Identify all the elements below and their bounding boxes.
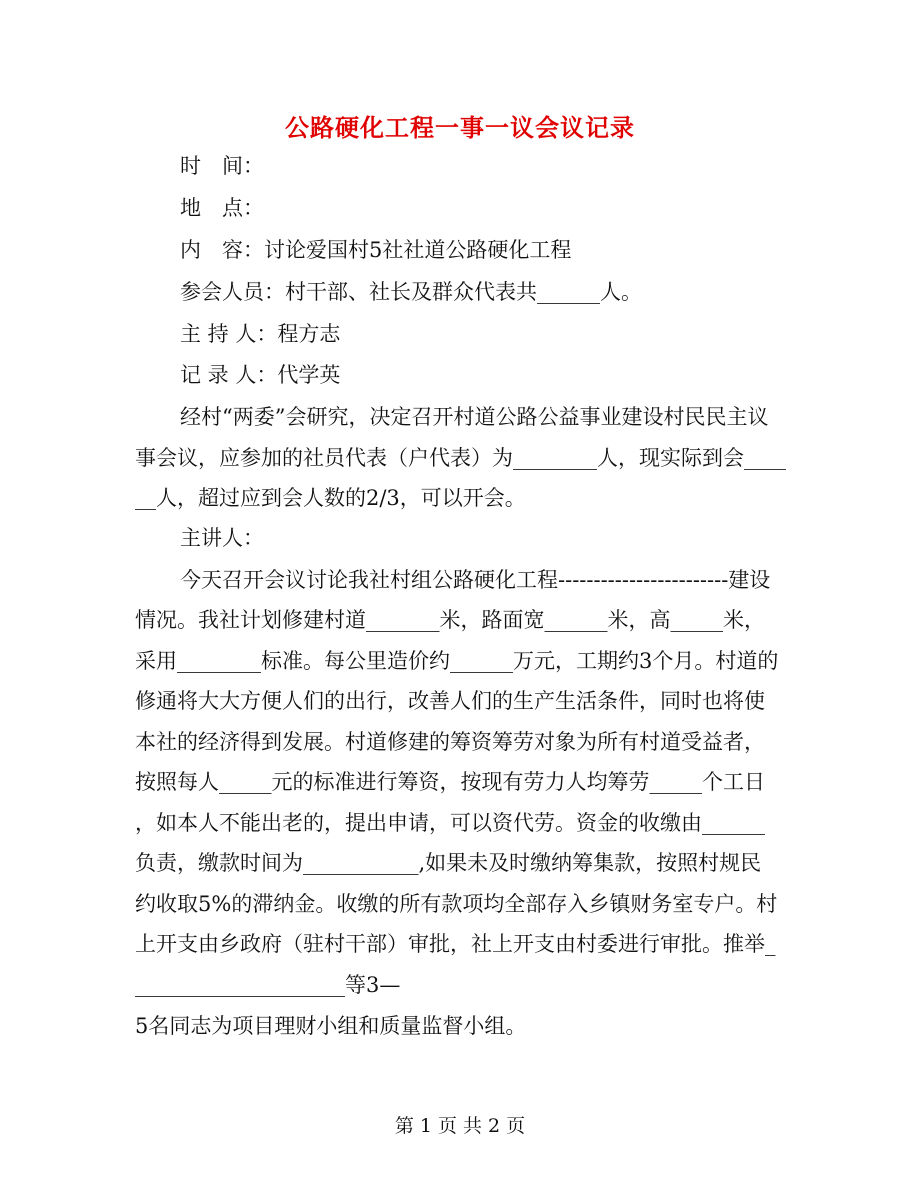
document-title: 公路硬化工程一事一议会议记录 xyxy=(285,113,635,142)
opening-line: __人，超过应到会人数的2/3，可以开会。 xyxy=(135,486,526,510)
field-content: 内 容：讨论爱国村5社社道公路硬化工程 xyxy=(180,238,572,262)
speech-line: ，如本人不能出老的，提出申请，可以资代劳。资金的收缴由______ xyxy=(135,811,765,835)
speech-line: 本社的经济得到发展。村道修建的筹资筹劳对象为所有村道受益者， xyxy=(135,730,765,754)
speech-line: 上开支由乡政府（驻村干部）审批，社上开支由村委进行审批。推举_ xyxy=(135,932,776,956)
speech-line: 5名同志为项目理财小组和质量监督小组。 xyxy=(135,1014,527,1038)
speech-line: 情况。我社计划修建村道_______米，路面宽______米，高_____米， xyxy=(135,608,765,632)
opening-line: 事会议，应参加的社员代表（户代表）为________人，现实际到会____ xyxy=(135,446,786,470)
field-attendees: 参会人员：村干部、社长及群众代表共______人。 xyxy=(180,280,642,304)
speech-line: ____________________等3— xyxy=(135,973,401,997)
opening-line: 经村“两委”会研究，决定召开村道公路公益事业建设村民民主议 xyxy=(180,405,769,429)
field-time: 时 间： xyxy=(180,154,264,178)
field-host: 主 持 人：程方志 xyxy=(180,322,341,346)
speech-line: 约收取5%的滞纳金。收缴的所有款项均全部存入乡镇财务室专户。村 xyxy=(135,892,778,916)
speech-line: 修通将大大方便人们的出行，改善人们的生产生活条件，同时也将使 xyxy=(135,689,765,713)
speech-line: 采用________标准。每公里造价约______万元，工期约3个月。村道的 xyxy=(135,649,779,673)
speech-line: 今天召开会议讨论我社村组公路硬化工程------------------------建设 xyxy=(180,568,771,592)
speech-line: 按照每人_____元的标准进行筹资，按现有劳力人均筹劳_____个工日 xyxy=(135,770,765,794)
speaker-label: 主讲人： xyxy=(180,526,264,550)
speech-line: 负责，缴款时间为___________,如果未及时缴纳筹集款，按照村规民 xyxy=(135,851,762,875)
field-place: 地 点： xyxy=(180,196,264,220)
page-footer: 第 1 页 共 2 页 xyxy=(394,1115,526,1137)
field-recorder: 记 录 人：代学英 xyxy=(180,363,341,387)
